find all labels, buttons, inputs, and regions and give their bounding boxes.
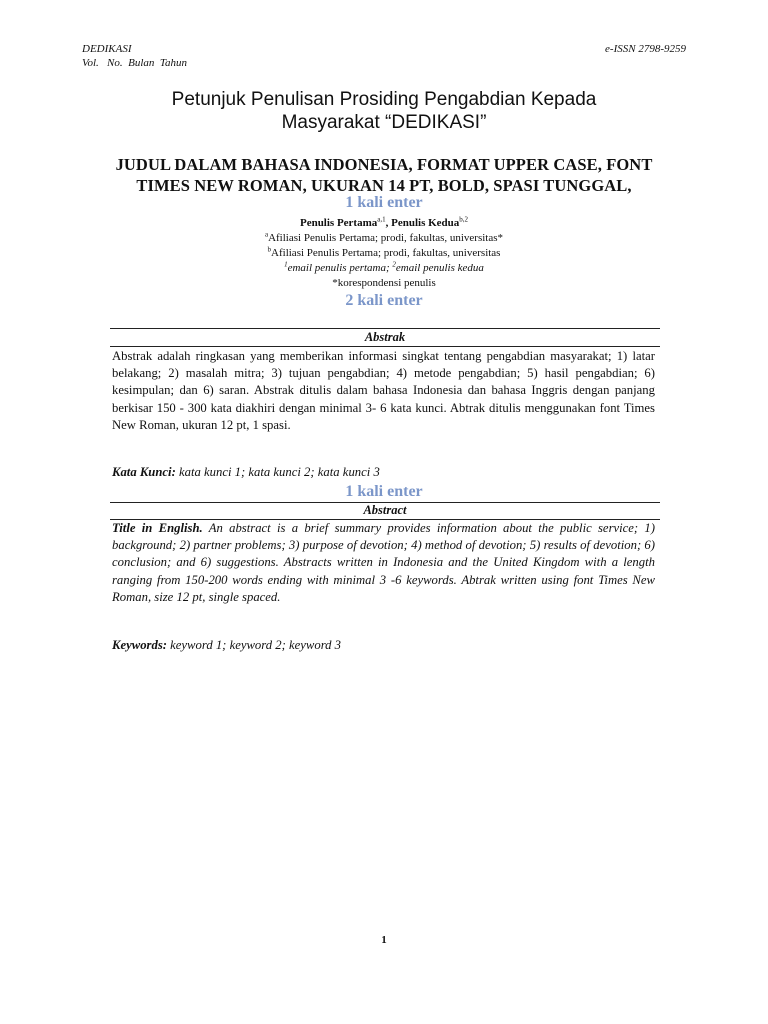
guide-title (100, 88, 668, 134)
keywords-label: Keywords: (112, 638, 167, 652)
abstrak-top-rule (110, 328, 660, 329)
paper-title (86, 154, 682, 196)
author-separator: , (385, 217, 392, 229)
author-names (0, 216, 768, 231)
enter-note-after-authors: 2 kali enter (345, 292, 423, 309)
abstract-heading: Abstract (363, 503, 407, 517)
author-second-sup: b,2 (459, 215, 469, 224)
abstrak-heading: Abstrak (364, 330, 406, 344)
email-2-text: email penulis kedua (395, 262, 484, 274)
guide-title-line-2: Masyarakat “DEDIKASI” (281, 112, 487, 133)
paper-title-line-2: TIMES NEW ROMAN, UKURAN 14 PT, BOLD, SPASI TUNGGAL, (136, 176, 632, 195)
page-number: 1 (381, 934, 387, 946)
enter-note-after-title: 1 kali enter (345, 194, 423, 211)
author-first-sup: a,1 (377, 215, 386, 224)
email-1-text: email penulis pertama; (287, 262, 393, 274)
abstract-text: An abstract is a brief summary provides information about the public service; 1) background; 2) partner problems; 3) purpose of devotion; 4) method of devotion; 5) results of devotion; 6) conclusion; and 6) suggestions. Abstracts written in Indonesia and the United Kingdom with a length ranging from 150-200 words ending with minimal 3 -6 keywords. Abtrak written using font Times New Roman, size 12 pt, single spaced. (112, 521, 655, 604)
kata-kunci-line (112, 465, 380, 480)
abstract-body (112, 520, 655, 606)
issn-label: e-ISSN 2798-9259 (605, 43, 686, 55)
email-2-mark: 2 (392, 260, 396, 269)
running-header-left (82, 42, 187, 70)
enter-note-after-kata-kunci: 1 kali enter (345, 483, 423, 500)
kata-kunci-label: Kata Kunci: (112, 465, 176, 479)
journal-name: DEDIKASI (82, 43, 132, 55)
author-emails (0, 261, 768, 276)
affiliation-a-text: Afiliasi Penulis Pertama; prodi, fakultas, universitas* (268, 232, 504, 244)
kata-kunci-values: kata kunci 1; kata kunci 2; kata kunci 3 (175, 465, 380, 479)
author-second: Penulis Kedua (391, 217, 460, 229)
volume-line: Vol. No. Bulan Tahun (82, 57, 188, 69)
abstrak-body: Abstrak adalah ringkasan yang memberikan informasi singkat tentang pengabdian masyarakat; 1) latar belakang; 2) masalah mitra; 3) tujuan pengabdian; 4) metode pengabdian; 5) hasil pengabdian; 6) kesimpulan; dan 6) saran. Abstrak ditulis dalam bahasa Indonesia dan bahasa Inggris dengan panjang berkisar 150 - 300 kata diakhiri dengan minimal 3- 6 kata kunci. Abtrak ditulis menggunakan font Times New Roman, ukuran 12 pt, 1 spasi. (112, 349, 655, 432)
keywords-line (112, 638, 341, 653)
title-in-english-label: Title in English. (112, 521, 203, 535)
affiliation-b (0, 246, 768, 261)
affiliation-b-mark: b (267, 245, 272, 254)
keywords-values: keyword 1; keyword 2; keyword 3 (166, 638, 342, 652)
abstrak-heading-rule (110, 346, 660, 347)
paper-title-line-1: JUDUL DALAM BAHASA INDONESIA, FORMAT UPPER CASE, FONT (115, 155, 653, 174)
affiliation-b-text: Afiliasi Penulis Pertama; prodi, fakultas, universitas (271, 247, 501, 259)
email-1-mark: 1 (284, 260, 288, 269)
author-block (0, 216, 768, 291)
corresponding-author: *korespondensi penulis (332, 277, 436, 289)
affiliation-a-mark: a (264, 230, 269, 239)
guide-title-line-1: Petunjuk Penulisan Prosiding Pengabdian Kepada (171, 89, 597, 110)
affiliation-a (0, 231, 768, 246)
author-first: Penulis Pertama (299, 217, 378, 229)
